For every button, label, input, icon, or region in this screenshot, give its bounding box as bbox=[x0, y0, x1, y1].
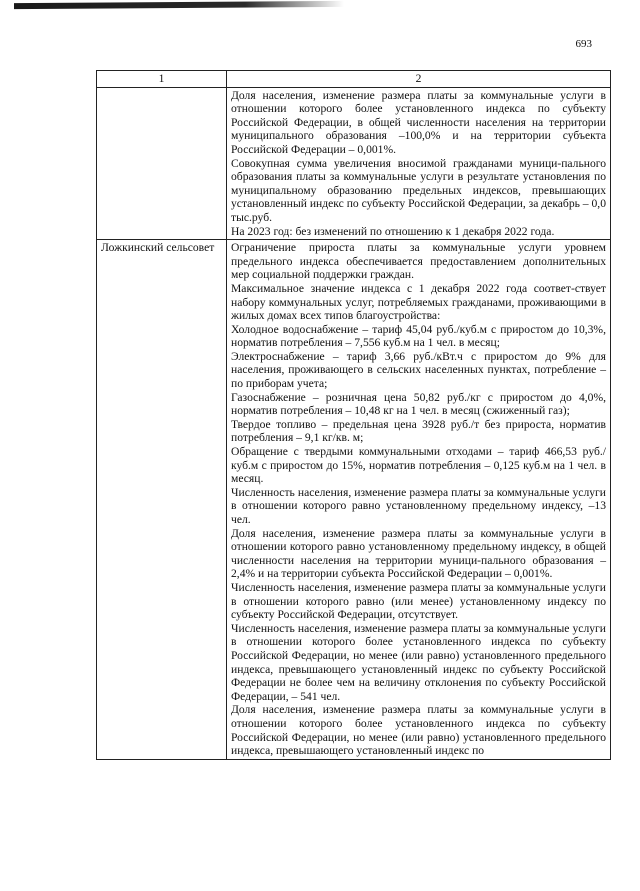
page-number: 693 bbox=[575, 38, 592, 50]
paragraph: Доля населения, изменение размера платы за коммунальные услуги в отношении которого более установленного индекса по субъекту Российской Федерации, но менее (или равно) установленного предельного индекса, превышающего установленный индекс по bbox=[231, 703, 606, 758]
paragraph: Обращение с твердыми коммунальными отходами – тариф 466,53 руб./куб.м с приростом до 15%, норматив потребления – 0,125 куб.м на 1 чел. в месяц. bbox=[231, 445, 606, 486]
paragraph: Твердое топливо – предельная цена 3928 руб./т без прироста, норматив потребления – 9,1 кг/кв. м; bbox=[231, 417, 606, 445]
paragraph: Численность населения, изменение размера платы за коммунальные услуги в отношении которого равно установленному предельному индексу, –13 чел. bbox=[231, 485, 606, 526]
description-cell bbox=[227, 240, 611, 760]
column-header-2: 2 bbox=[227, 71, 611, 88]
paragraph: Совокупная сумма увеличения вносимой гражданами муници-пального образования платы за коммунальные услуги в результате установления по муниципальному образованию предельных индексов, превышающих установленный индекс по субъекту Российской Федерации, за декабрь – 0,0 тыс.руб. bbox=[231, 156, 606, 224]
table-header-row bbox=[97, 71, 611, 88]
paragraph: Максимальное значение индекса с 1 декабря 2022 года соответ-ствует набору коммунальных услуг, потребляемых гражданами, проживающими в жилых домах всех типов благоустройства: bbox=[231, 281, 606, 323]
paragraph: Численность населения, изменение размера платы за коммунальные услуги в отношении которого равно (или менее) установленному индексу по субъекту Российской Федерации, отсутствует. bbox=[231, 580, 606, 622]
paragraph: На 2023 год: без изменений по отношению к 1 декабря 2022 года. bbox=[231, 224, 555, 238]
paragraph: Электроснабжение – тариф 3,66 руб./кВт.ч с приростом до 9% для населения, проживающего в сельских населенных пунктах, потребление – по приборам учета; bbox=[231, 349, 606, 391]
paragraph: Численность населения, изменение размера платы за коммунальные услуги в отношении которого более установленного индекса по субъекту Российской Федерации, но менее (или равно) установленного предельного индекса, превышающего установленный индекс по субъекту Российской Федерации не более чем на величину отклонения по субъекту Российской Федерации, – 541 чел. bbox=[231, 621, 606, 703]
paragraph: Холодное водоснабжение – тариф 45,04 руб./куб.м с приростом до 10,3%, норматив потребления – 7,556 куб.м на 1 чел. в месяц; bbox=[231, 322, 606, 350]
municipality-cell bbox=[97, 87, 227, 240]
column-header-1: 1 bbox=[97, 71, 227, 88]
table-row bbox=[97, 240, 611, 760]
paragraph: Доля населения, изменение размера платы за коммунальные услуги в отношении которого равно установленному предельному индексу, в общей численности населения на территории муници-пального образования – 2,4% и на территории субъекта Российской Федерации – 0,001%. bbox=[231, 526, 606, 581]
document-table bbox=[96, 70, 611, 760]
description-cell bbox=[227, 87, 611, 240]
paragraph: Газоснабжение – розничная цена 50,82 руб./кг с приростом до 4,0%, норматив потребления – 10,48 кг на 1 чел. в месяц (сжиженный газ); bbox=[231, 390, 606, 418]
municipality-cell: Ложкинский сельсовет bbox=[97, 240, 227, 760]
scan-edge-artifact bbox=[14, 1, 344, 9]
paragraph: Доля населения, изменение размера платы за коммунальные услуги в отношении которого более установленного индекса по субъекту Российской Федерации, в общей численности населения на территории муниципального образования –100,0% и на территории субъекта Российской Федерации – 0,001%. bbox=[231, 88, 606, 156]
paragraph: Ограничение прироста платы за коммунальные услуги уровнем предельного индекса обеспечивается предоставлением дополнительных мер социальной поддержки граждан. bbox=[231, 241, 606, 282]
table-row bbox=[97, 87, 611, 240]
